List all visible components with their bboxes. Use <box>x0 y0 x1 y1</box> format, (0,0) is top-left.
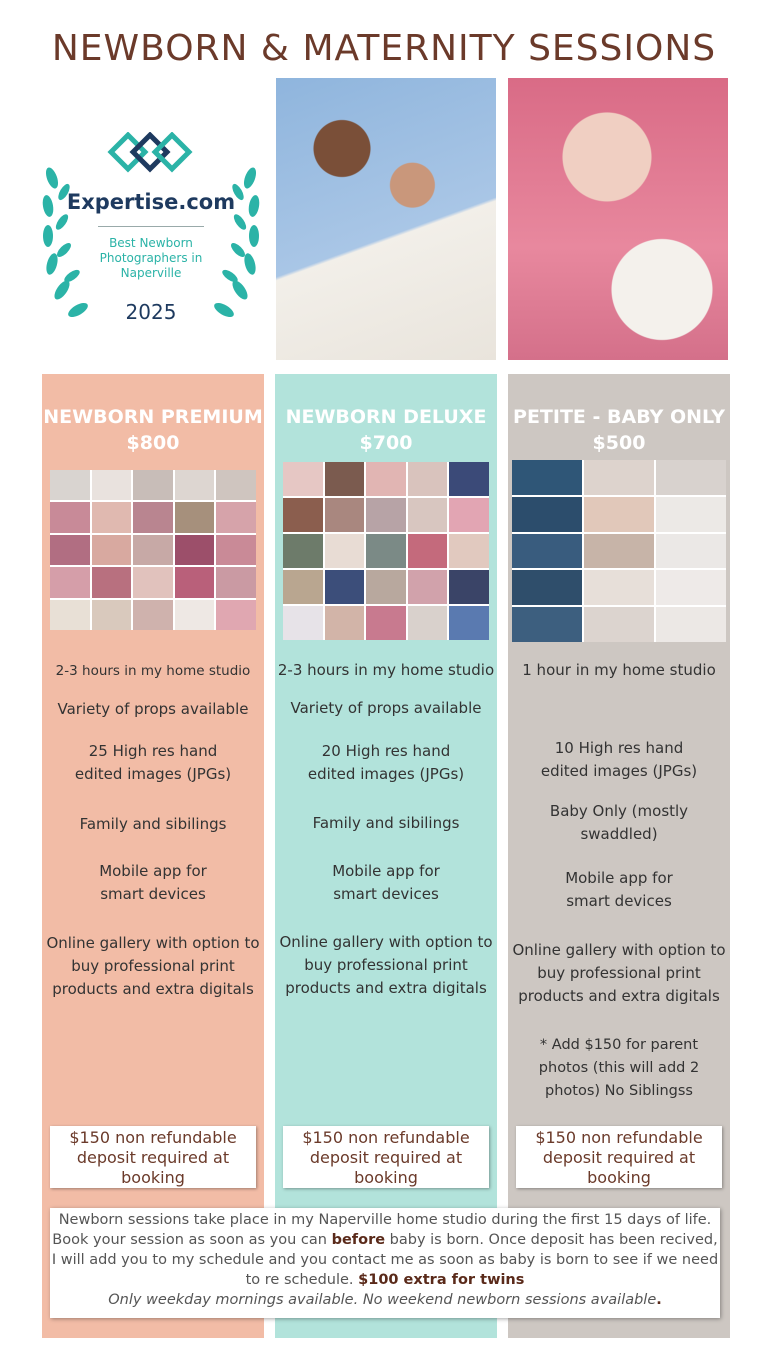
feature-item: Online gallery with option to buy professional print products and extra digitals <box>512 941 726 1005</box>
feature-item: 2-3 hours in my home studio <box>55 663 251 679</box>
package-name: PETITE - BABY ONLY <box>513 406 725 428</box>
package-petite <box>508 374 730 1338</box>
note-bold-twins: $100 extra for twins <box>358 1272 525 1288</box>
sibling-with-newborn-photo <box>276 78 496 360</box>
feature-item: Family and sibilings <box>79 815 227 833</box>
feature-item: Baby Only (mostly swaddled) <box>549 802 689 843</box>
feature-item: Mobile app for smart devices <box>565 869 673 910</box>
package-price: $700 <box>359 432 413 454</box>
package-price: $500 <box>592 432 646 454</box>
feature-item: Mobile app for smart devices <box>99 862 207 903</box>
package-title <box>42 404 264 456</box>
expertise-logo-icon <box>102 132 198 180</box>
note-italic: Only weekday mornings available. No weekend newborn sessions available <box>108 1292 657 1308</box>
package-price: $800 <box>126 432 180 454</box>
note-text: baby is born. Once deposit has been recived, I will add you to my schedule and you contact me as soon as baby is born to see if we need to re schedule. <box>51 1232 719 1288</box>
feature-item: Mobile app for smart devices <box>332 862 440 903</box>
note-text: Newborn sessions take place in my Naperville home studio during the first 15 days of life. Book your session as soon as you can <box>52 1212 712 1248</box>
note-end: . <box>656 1292 662 1308</box>
package-deluxe <box>275 374 497 1338</box>
feature-item: 20 High res hand edited images (JPGs) <box>307 742 465 783</box>
badge-divider <box>98 226 204 227</box>
package-premium <box>42 374 264 1338</box>
package-collage <box>512 460 726 642</box>
feature-item: Family and sibilings <box>312 814 460 832</box>
package-collage <box>283 462 489 640</box>
feature-item: 2-3 hours in my home studio <box>277 661 495 679</box>
deposit-notice: $150 non refundable deposit required at booking <box>283 1126 489 1188</box>
feature-item: Online gallery with option to buy professional print products and extra digitals <box>46 934 260 998</box>
expertise-badge <box>38 128 264 328</box>
package-name: NEWBORN DELUXE <box>285 406 487 428</box>
feature-item: Variety of props available <box>57 700 249 718</box>
feature-item: * Add $150 for parent photos (this will add 2 photos) No Siblingss <box>538 1037 700 1099</box>
note-bold-before: before <box>331 1232 386 1248</box>
deposit-notice: $150 non refundable deposit required at booking <box>516 1126 722 1188</box>
badge-subtitle: Best Newborn Photographers in Naperville <box>99 236 203 280</box>
feature-item: Online gallery with option to buy professional print products and extra digitals <box>279 933 493 997</box>
package-title <box>275 404 497 456</box>
booking-note <box>50 1208 720 1318</box>
feature-item: 1 hour in my home studio <box>522 661 716 679</box>
package-title <box>508 404 730 456</box>
feature-item: 25 High res hand edited images (JPGs) <box>74 742 232 783</box>
package-collage <box>50 470 256 630</box>
feature-item: 10 High res hand edited images (JPGs) <box>540 739 698 780</box>
badge-year: 2025 <box>125 300 177 324</box>
badge-brand-name: Expertise.com <box>66 190 236 214</box>
page-title: NEWBORN & MATERNITY SESSIONS <box>51 28 717 69</box>
newborn-with-bunny-photo <box>508 78 728 360</box>
feature-item: Variety of props available <box>290 699 482 717</box>
deposit-notice: $150 non refundable deposit required at booking <box>50 1126 256 1188</box>
package-name: NEWBORN PREMIUM <box>43 406 263 428</box>
